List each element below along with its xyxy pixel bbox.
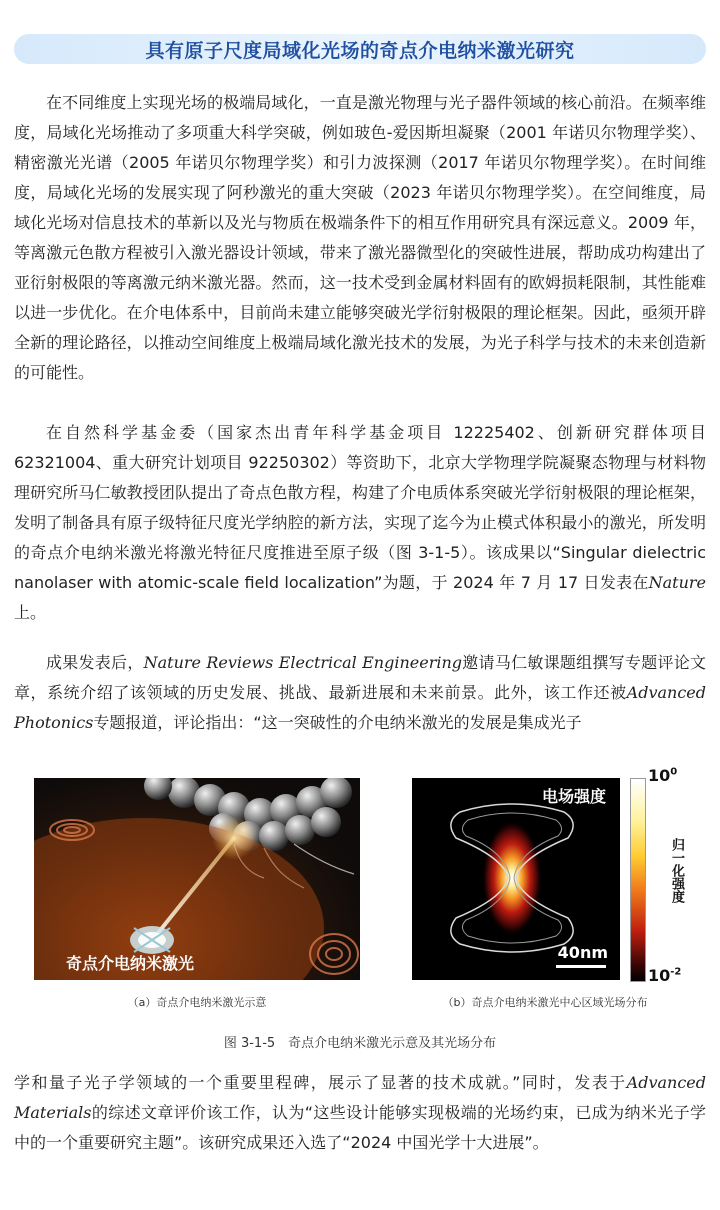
nanocavity (130, 926, 174, 954)
nanolaser-illustration (34, 778, 360, 980)
journal-nature: Nature (648, 573, 706, 592)
scale-bar (556, 965, 606, 968)
page-title: 具有原子尺度局域化光场的奇点介电纳米激光研究 (145, 39, 575, 62)
colorbar (630, 778, 646, 982)
journal-advanced-materials: Advanced Materials (14, 1073, 706, 1122)
paragraph-4 (14, 1068, 706, 1158)
paragraph-3-end: 专题报道，评论指出：“这一突破性的介电纳米激光的发展是集成光子 (93, 713, 582, 732)
colorbar-min-base: 10 (648, 966, 671, 985)
paragraph-2-text: 在自然科学基金委（国家杰出青年科学基金项目 12225402、创新研究群体项目 62321004、重大研究计划项目 92250302）等资助下，北京大学物理学院凝聚态物理与材料物理研究所马仁敏教授团队提出了奇点色散方程，构建了介电质体系突破光学衍射极限的理论框架，发明了制备具有原子级特征尺度光学纳腔的新方法，实现了迄今为止模式体积最小的激光，所发明的奇点介电纳米激光将激光特征尺度推进至原子级（图 3-1-5）。该成果以“Singular dielectric nanolaser with atomic-scale field localization”为题，于 2024 年 7 月 17 日发表在 (14, 423, 706, 592)
beam-glow (212, 816, 256, 860)
figure-panel-a (34, 778, 360, 980)
caption-b: （b）奇点介电纳米激光中心区域光场分布 (442, 996, 648, 1009)
journal-advanced-photonics: Advanced Photonics (14, 683, 706, 732)
colorbar-label: 归一化强度 (669, 838, 684, 903)
colorbar-min-exp: -2 (670, 966, 682, 978)
caption-a: （a）奇点介电纳米激光示意 (127, 996, 267, 1009)
paragraph-4-start: 学和量子光子学领域的一个重要里程碑，展示了显著的技术成就。”同时，发表于 (14, 1073, 627, 1092)
colorbar-max-base: 10 (648, 766, 671, 785)
paragraph-1: 在不同维度上实现光场的极端局域化，一直是激光物理与光子器件领域的核心前沿。在频率维度，局域化光场推动了多项重大科学突破，例如玻色-爱因斯坦凝聚（2001 年诺贝尔物理学奖）、精密激光光谱（2005 年诺贝尔物理学奖）和引力波探测（2017 年诺贝尔物理学奖）。在时间维度，局域化光场的发展实现了阿秒激光的重大突破（2023 年诺贝尔物理学奖）。在空间维度，局域化光场对信息技术的革新以及光与物质在极端条件下的相互作用研究具有深远意义。2009 年，等离激元色散方程被引入激光器设计领域，带来了激光器微型化的突破性进展，帮助成功构建出了亚衍射极限的等离激元纳米激光器。然而，这一技术受到金属材料固有的欧姆损耗限制，其性能难以进一步优化。在介电体系中，目前尚未建立能够突破光学衍射极限的理论框架。因此，亟须开辟全新的理论路径，以推动空间维度上极端局域化激光技术的发展，为光子科学与技术的未来创造新的可能性。 (14, 93, 706, 382)
scale-bar-label: 40nm (557, 943, 608, 962)
field-hotspot (482, 820, 542, 936)
figure-panel-b (412, 778, 620, 980)
colorbar-max (648, 766, 677, 785)
paragraph-3-mid: 邀请马仁敏课题组撰写专题评论文章，系统介绍了该领域的历史发展、挑战、最新进展和未来前景。此外，该工作还被 (14, 653, 706, 702)
colorbar-max-exp: 0 (670, 766, 678, 778)
title-bar (14, 34, 706, 64)
figure-title: 图 3-1-5 奇点介电纳米激光示意及其光场分布 (223, 1036, 497, 1051)
panel-b-label: 电场强度 (541, 787, 606, 806)
paragraph-4-end: 的综述文章评价该工作，认为“这些设计能够实现极端的光场约束，已成为纳米光子学中的一个重要研究主题”。该研究成果还入选了“2024 中国光学十大进展”。 (14, 1103, 706, 1152)
paragraph-3 (14, 648, 706, 738)
journal-nree: Nature Reviews Electrical Engineering (143, 653, 463, 672)
colorbar-min (648, 966, 681, 985)
paragraph-3-start: 成果发表后， (46, 653, 144, 672)
panel-a-label: 奇点介电纳米激光 (66, 954, 195, 973)
paragraph-2-end: 上。 (14, 603, 47, 622)
paragraph-2 (14, 418, 706, 628)
